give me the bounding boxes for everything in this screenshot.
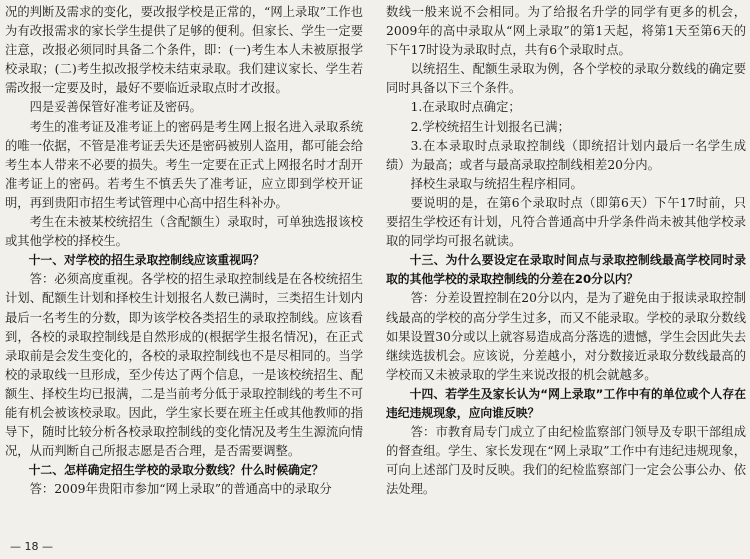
paragraph: 答：2009年贵阳市参加“网上录取”的普通高中的录取分	[29, 482, 332, 497]
section-heading-13: 十三、为什么要设定在录取时间点与录取控制线最高学校同时录取的其他学校的录取控制线的分差在20分以内？	[386, 253, 746, 287]
section-heading-12: 十二、怎样确定招生学校的录取分数线？什么时候确定？	[28, 463, 324, 478]
left-column	[5, 3, 363, 499]
list-item: 3.在本录取时点录取控制线（即统招计划内最后一名学生成绩）为最高；或者与最高录取控制线相差20分内。	[386, 138, 746, 172]
paragraph: 要说明的是，在第6个录取时点（即第6天）下午17时前，只要招生学校还有计划，凡符合普通高中升学条件尚未被其他学校录取的同学均可报名就读。	[386, 195, 746, 249]
paragraph: 择校生录取与统招生程序相同。	[410, 176, 583, 191]
paragraph: 四是妥善保管好准考证及密码。	[29, 100, 202, 115]
list-item: 1.在录取时点确定；	[410, 100, 521, 115]
page-number: — 18 —	[10, 540, 53, 553]
paragraph: 况的判断及需求的变化，要改报学校是正常的，“网上录取”工作也为有改报需求的家长学生提供了足够的便利。但家长、学生一定要注意，改报必须同时具备二个条件，即：(一)考生本人未被原报学校录取；(二)考生拟改报学校未结束录取。我们建议家长、学生若需改报一定要及时，最好不要临近录取点时才改报。	[5, 5, 363, 96]
paragraph: 考生在未被某校统招生（含配额生）录取时，可单独选报该校或其他学校的择校生。	[5, 215, 363, 249]
paragraph: 答：分差设置控制在20分以内，是为了避免由于报读录取控制线最高的学校的高分学生过多，而又不能录取。学校的录取分数线如果设置30分或以上就容易造成高分落选的遗憾，学生会因此失去继续选拔机会。应该说，分差越小，对分数接近录取分数线最高的学校而又未被录取的学生来说改报的机会就越多。	[386, 291, 746, 382]
paragraph: 数线一般来说不会相同。为了给报名升学的同学有更多的机会，2009年的高中录取从“网上录取”的第1天起，将第1天至第6天的下午17时设为录取时点，共有6个录取时点。	[386, 5, 746, 58]
section-heading-11: 十一、对学校的招生录取控制线应该重视吗？	[28, 253, 265, 268]
right-column	[386, 3, 746, 499]
paragraph: 答：必须高度重视。各学校的招生录取控制线是在各校统招生计划、配额生计划和择校生计划报名人数已满时，三类招生计划内最后一名考生的分数，即为该学校各类招生的录取控制线。应该看到，各校的录取控制线是自然形成的(根据学生报名情况)，在正式录取前是会发生变化的，各校的录取控制线也不是尽相同的。当学校的录取线一旦形成，至少传达了两个信息，一是该校统招生、配额生、择校生均已报满，二是当前考分低于录取控制线的考生不可能有机会被该校录取。因此，学生家长要在班主任或其他教师的指导下，随时比较分析各校录取控制线的变化情况及考生生源流向情况，从而判断自己所报志愿是否合理，是否需要调整。	[5, 272, 363, 459]
section-heading-14: 十四、若学生及家长认为“网上录取”工作中有的单位或个人存在违纪违规现象，应向谁反映？	[386, 386, 746, 420]
list-item: 2.学校统招生计划报名已满；	[410, 119, 570, 134]
paragraph: 以统招生、配额生录取为例，各个学校的录取分数线的确定要同时具备以下三个条件。	[386, 62, 746, 96]
paragraph: 考生的准考证及准考证上的密码是考生网上报名进入录取系统的唯一依据，不管是准考证丢失还是密码被别人盗用，都可能会给考生本人带来不必要的损失。考生一定要在正式上网报名时才刮开准考证上的密码。若考生不慎丢失了准考证，应立即到学校开证明，再到贵阳市招生考试管理中心高中招生科补办。	[5, 119, 363, 210]
paragraph: 答：市教育局专门成立了由纪检监察部门领导及专职干部组成的督查组。学生、家长发现在“网上录取”工作中有违纪违规现象，可向上述部门及时反映。我们的纪检监察部门一定会公事公办、依法处理。	[386, 425, 746, 497]
